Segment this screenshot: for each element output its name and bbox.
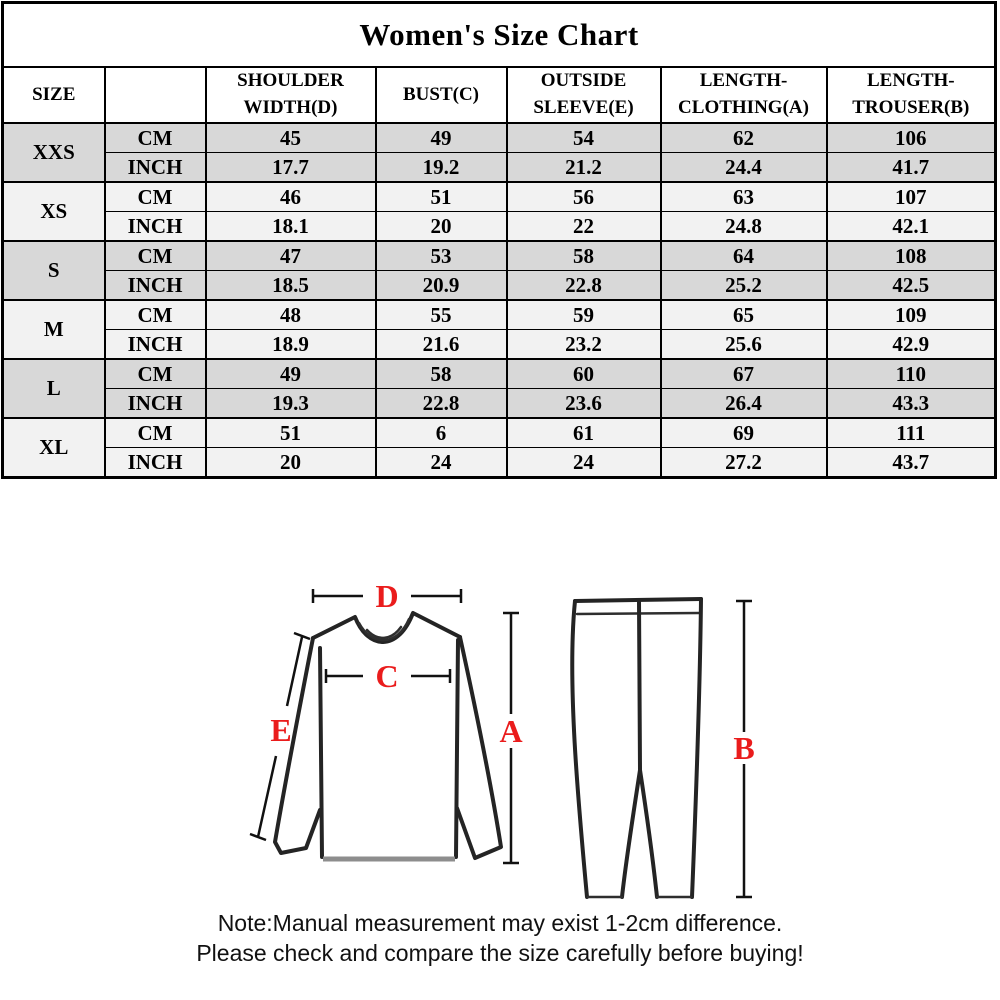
cell-value: 107 bbox=[827, 182, 996, 212]
cell-value: 51 bbox=[206, 418, 376, 448]
cell-value: 25.6 bbox=[661, 330, 827, 360]
cell-value: 21.2 bbox=[507, 153, 661, 183]
column-header-length-trouser: LENGTH-TROUSER(B) bbox=[827, 67, 996, 123]
cell-value: 49 bbox=[206, 359, 376, 389]
cell-value: 42.5 bbox=[827, 271, 996, 301]
cell-value: 58 bbox=[376, 359, 507, 389]
dimension-bust bbox=[326, 658, 450, 694]
table-row-l-inch bbox=[3, 389, 996, 419]
table-row-xxs-cm bbox=[3, 123, 996, 153]
cell-value: 47 bbox=[206, 241, 376, 271]
size-label: L bbox=[3, 359, 105, 418]
cell-value: 65 bbox=[661, 300, 827, 330]
cell-value: 19.2 bbox=[376, 153, 507, 183]
column-header-sleeve: OUTSIDE SLEEVE(E) bbox=[507, 67, 661, 123]
table-row-m-cm bbox=[3, 300, 996, 330]
cell-value: 108 bbox=[827, 241, 996, 271]
unit-label: INCH bbox=[105, 448, 206, 478]
unit-label: INCH bbox=[105, 153, 206, 183]
table-row-xl-inch bbox=[3, 448, 996, 478]
cell-value: 17.7 bbox=[206, 153, 376, 183]
cell-value: 61 bbox=[507, 418, 661, 448]
unit-label: CM bbox=[105, 241, 206, 271]
table-row-s-inch bbox=[3, 271, 996, 301]
trousers-outline-drawing bbox=[572, 599, 701, 897]
size-table bbox=[1, 1, 997, 479]
unit-label: INCH bbox=[105, 389, 206, 419]
measurement-note bbox=[0, 908, 1000, 969]
cell-value: 41.7 bbox=[827, 153, 996, 183]
cell-value: 20.9 bbox=[376, 271, 507, 301]
cell-value: 24 bbox=[376, 448, 507, 478]
unit-label: CM bbox=[105, 418, 206, 448]
cell-value: 67 bbox=[661, 359, 827, 389]
unit-label: CM bbox=[105, 123, 206, 153]
cell-value: 45 bbox=[206, 123, 376, 153]
cell-value: 24.8 bbox=[661, 212, 827, 242]
cell-value: 24 bbox=[507, 448, 661, 478]
dim-label-e: E bbox=[270, 712, 292, 748]
cell-value: 43.7 bbox=[827, 448, 996, 478]
cell-value: 27.2 bbox=[661, 448, 827, 478]
table-row-l-cm bbox=[3, 359, 996, 389]
column-header-size: SIZE bbox=[3, 67, 105, 123]
note-line-2: Please check and compare the size carefully before buying! bbox=[196, 940, 804, 967]
cell-value: 23.6 bbox=[507, 389, 661, 419]
cell-value: 60 bbox=[507, 359, 661, 389]
column-header-unit bbox=[105, 67, 206, 123]
cell-value: 63 bbox=[661, 182, 827, 212]
cell-value: 110 bbox=[827, 359, 996, 389]
table-row-m-inch bbox=[3, 330, 996, 360]
size-label: XS bbox=[3, 182, 105, 241]
cell-value: 20 bbox=[376, 212, 507, 242]
cell-value: 58 bbox=[507, 241, 661, 271]
unit-label: CM bbox=[105, 182, 206, 212]
table-row-xxs-inch bbox=[3, 153, 996, 183]
cell-value: 42.1 bbox=[827, 212, 996, 242]
unit-label: CM bbox=[105, 359, 206, 389]
cell-value: 51 bbox=[376, 182, 507, 212]
dim-label-b: B bbox=[733, 730, 755, 766]
shirt-outline-drawing bbox=[275, 613, 501, 859]
cell-value: 21.6 bbox=[376, 330, 507, 360]
size-label: S bbox=[3, 241, 105, 300]
cell-value: 111 bbox=[827, 418, 996, 448]
size-label: XXS bbox=[3, 123, 105, 182]
column-header-bust: BUST(C) bbox=[376, 67, 507, 123]
cell-value: 106 bbox=[827, 123, 996, 153]
page-title: Women's Size Chart bbox=[3, 3, 996, 68]
cell-value: 22.8 bbox=[507, 271, 661, 301]
dimension-trouser-length bbox=[733, 601, 754, 897]
unit-label: INCH bbox=[105, 212, 206, 242]
note-line-1: Note:Manual measurement may exist 1-2cm difference. bbox=[217, 910, 783, 936]
cell-value: 56 bbox=[507, 182, 661, 212]
cell-value: 49 bbox=[376, 123, 507, 153]
table-header-row bbox=[3, 67, 996, 123]
cell-value: 22.8 bbox=[376, 389, 507, 419]
cell-value: 69 bbox=[661, 418, 827, 448]
unit-label: INCH bbox=[105, 271, 206, 301]
dim-label-d: D bbox=[375, 578, 399, 614]
cell-value: 18.1 bbox=[206, 212, 376, 242]
unit-label: CM bbox=[105, 300, 206, 330]
cell-value: 42.9 bbox=[827, 330, 996, 360]
dimension-shoulder-width bbox=[313, 578, 461, 614]
measurement-diagram bbox=[230, 560, 800, 910]
cell-value: 64 bbox=[661, 241, 827, 271]
cell-value: 43.3 bbox=[827, 389, 996, 419]
size-label: XL bbox=[3, 418, 105, 478]
cell-value: 48 bbox=[206, 300, 376, 330]
cell-value: 25.2 bbox=[661, 271, 827, 301]
cell-value: 55 bbox=[376, 300, 507, 330]
cell-value: 19.3 bbox=[206, 389, 376, 419]
cell-value: 109 bbox=[827, 300, 996, 330]
cell-value: 26.4 bbox=[661, 389, 827, 419]
dim-label-a: A bbox=[499, 713, 523, 749]
table-row-xs-cm bbox=[3, 182, 996, 212]
cell-value: 62 bbox=[661, 123, 827, 153]
column-header-shoulder: SHOULDER WIDTH(D) bbox=[206, 67, 376, 123]
table-row-xs-inch bbox=[3, 212, 996, 242]
cell-value: 18.9 bbox=[206, 330, 376, 360]
unit-label: INCH bbox=[105, 330, 206, 360]
dimension-clothing-length bbox=[499, 613, 522, 863]
cell-value: 59 bbox=[507, 300, 661, 330]
cell-value: 18.5 bbox=[206, 271, 376, 301]
cell-value: 20 bbox=[206, 448, 376, 478]
cell-value: 46 bbox=[206, 182, 376, 212]
dim-label-c: C bbox=[375, 658, 399, 694]
cell-value: 23.2 bbox=[507, 330, 661, 360]
size-label: M bbox=[3, 300, 105, 359]
table-title-row bbox=[3, 3, 996, 68]
cell-value: 54 bbox=[507, 123, 661, 153]
table-row-xl-cm bbox=[3, 418, 996, 448]
column-header-length-clothing: LENGTH-CLOTHING(A) bbox=[661, 67, 827, 123]
cell-value: 22 bbox=[507, 212, 661, 242]
table-row-s-cm bbox=[3, 241, 996, 271]
cell-value: 6 bbox=[376, 418, 507, 448]
cell-value: 24.4 bbox=[661, 153, 827, 183]
cell-value: 53 bbox=[376, 241, 507, 271]
